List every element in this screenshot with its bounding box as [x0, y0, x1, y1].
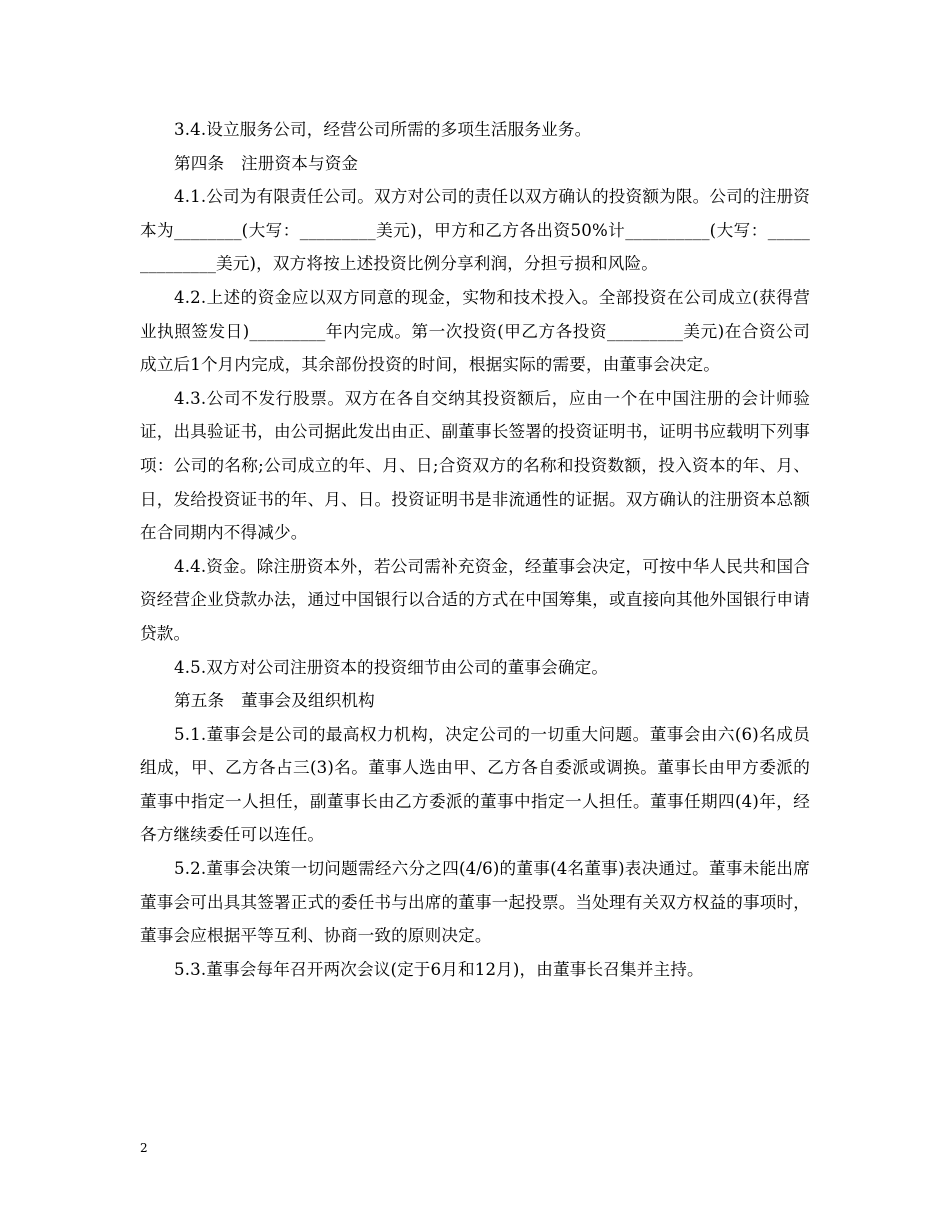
paragraph-5-1: 5.1.董事会是公司的最高权力机构，决定公司的一切重大问题。董事会由六(6)名成员组成，甲、乙方各占三(3)名。董事人选由甲、乙方各自委派或调换。董事长由甲方委派的董事中指定一人担任，副董事长由乙方委派的董事中指定一人担任。董事任期四(4)年，经各方继续委任可以连任。 [140, 724, 810, 845]
paragraph-4-1: 4.1.公司为有限责任公司。双方对公司的责任以双方确认的投资额为限。公司的注册资本为________(大写：_________美元)，甲方和乙方各出资50%计__________(大写：______________美元)，双方将按上述投资比例分享利润，分担亏损和风险。 [140, 187, 810, 274]
page-number: 2 [140, 1141, 148, 1155]
document-body [140, 113, 810, 986]
section-heading-article-5: 第五条 董事会及组织机构 [174, 691, 375, 711]
paragraph-5-3: 5.3.董事会每年召开两次会议(定于6月和12月)，由董事长召集并主持。 [174, 959, 704, 979]
paragraph-4-4: 4.4.资金。除注册资本外，若公司需补充资金，经董事会决定，可按中华人民共和国合资经营企业贷款办法，通过中国银行以合适的方式在中国筹集，或直接向其他外国银行申请贷款。 [140, 556, 810, 643]
paragraph-4-3: 4.3.公司不发行股票。双方在各自交纳其投资额后，应由一个在中国注册的会计师验证，出具验证书，由公司据此发出由正、副董事长签署的投资证明书，证明书应载明下列事项：公司的名称;公司成立的年、月、日;合资双方的名称和投资数额，投入资本的年、月、日，发给投资证书的年、月、日。投资证明书是非流通性的证据。双方确认的注册资本总额在合同期内不得减少。 [140, 388, 810, 543]
section-heading-article-4: 第四条 注册资本与资金 [174, 153, 359, 173]
paragraph-3-4: 3.4.设立服务公司，经营公司所需的多项生活服务业务。 [174, 120, 592, 139]
paragraph-5-2: 5.2.董事会决策一切问题需经六分之四(4/6)的董事(4名董事)表决通过。董事未能出席董事会可出具其签署正式的委任书与出席的董事一起投票。当处理有关双方权益的事项时，董事会应根据平等互利、协商一致的原则决定。 [140, 859, 810, 946]
paragraph-4-2: 4.2.上述的资金应以双方同意的现金，实物和技术投入。全部投资在公司成立(获得营业执照签发日)_________年内完成。第一次投资(甲乙方各投资_________美元)在合资公司成立后1个月内完成，其余部份投资的时间，根据实际的需要，由董事会决定。 [140, 287, 810, 375]
paragraph-4-5: 4.5.双方对公司注册资本的投资细节由公司的董事会确定。 [174, 657, 609, 677]
